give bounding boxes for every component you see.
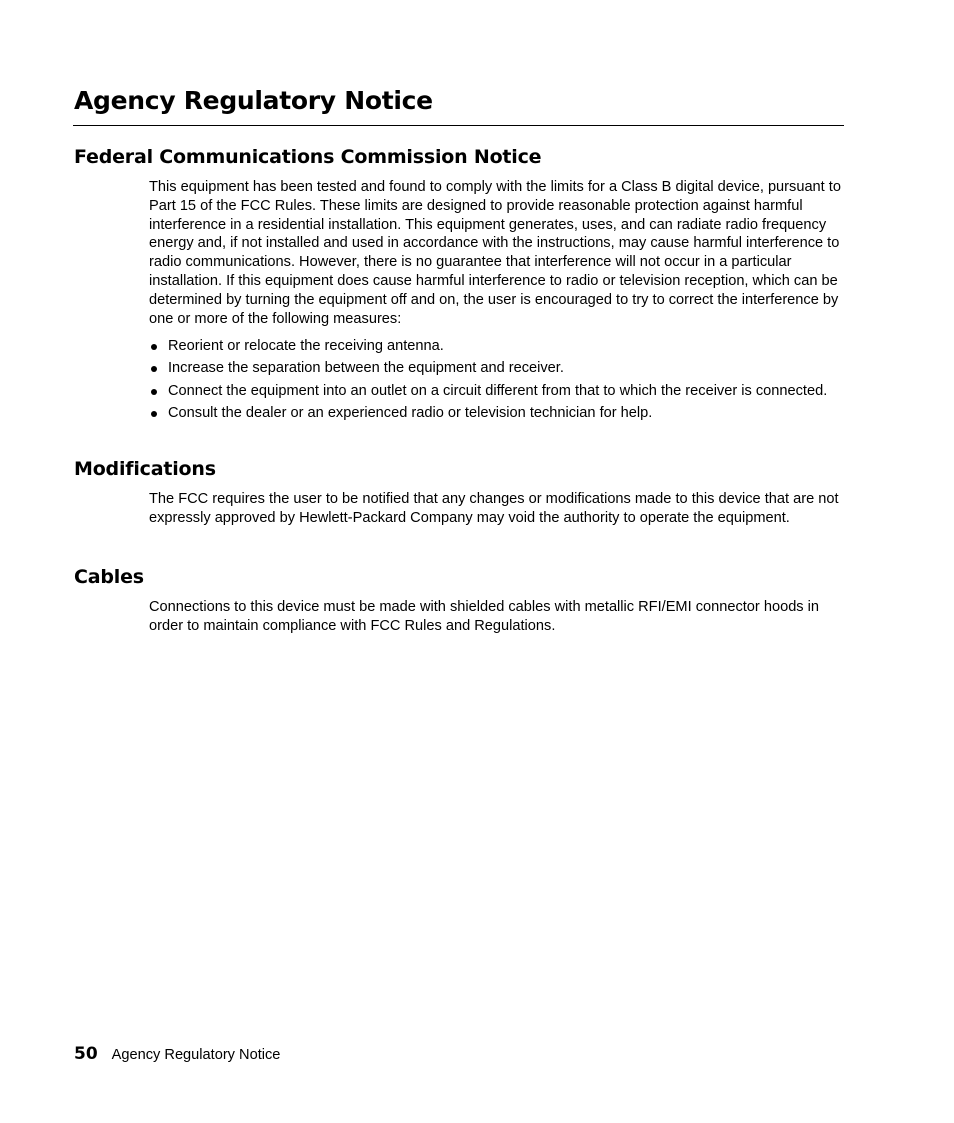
list-item-text: Reorient or relocate the receiving antenna. xyxy=(168,338,444,354)
list-item xyxy=(149,337,844,356)
page-title: Agency Regulatory Notice xyxy=(74,86,433,115)
bullet-icon xyxy=(151,389,157,395)
bullet-icon xyxy=(151,411,157,417)
modifications-heading: Modifications xyxy=(74,458,216,480)
fcc-notice-paragraph: This equipment has been tested and found to comply with the limits for a Class B digital device, pursuant to Part 15 of the FCC Rules. These limits are designed to provide reasonable protection against harmful interference in a residential installation. This equipment generates, uses, and can radiate radio frequency energy and, if not installed and used in accordance with the instructions, may cause harmful interference to radio communications. However, there is no guarantee that interference will not occur in a particular installation. If this equipment does cause harmful interference to radio or television reception, which can be determined by turning the equipment off and on, the user is encouraged to try to correct the interference by one or more of the following measures: xyxy=(149,179,841,327)
title-divider xyxy=(73,125,844,126)
fcc-notice-heading: Federal Communications Commission Notice xyxy=(74,146,542,168)
footer-section-label: Agency Regulatory Notice xyxy=(111,1047,281,1063)
list-item xyxy=(149,359,844,378)
list-item-text: Consult the dealer or an experienced radio or television technician for help. xyxy=(168,405,653,422)
bullet-icon xyxy=(151,366,157,372)
page-footer xyxy=(74,1043,280,1066)
list-item xyxy=(149,382,844,401)
page-number: 50 xyxy=(74,1044,98,1064)
interference-measures-list xyxy=(149,337,844,427)
list-item-text: Connect the equipment into an outlet on a circuit different from that to which the receiver is connected. xyxy=(168,382,828,399)
list-item xyxy=(149,404,844,423)
modifications-paragraph: The FCC requires the user to be notified that any changes or modifications made to this device that are not expressly approved by Hewlett-Packard Company may void the authority to operate the equipment. xyxy=(149,491,839,526)
cables-paragraph: Connections to this device must be made with shielded cables with metallic RFI/EMI connector hoods in order to maintain compliance with FCC Rules and Regulations. xyxy=(149,599,820,634)
bullet-icon xyxy=(151,344,157,350)
cables-heading: Cables xyxy=(74,566,144,588)
list-item-text: Increase the separation between the equipment and receiver. xyxy=(168,360,564,377)
